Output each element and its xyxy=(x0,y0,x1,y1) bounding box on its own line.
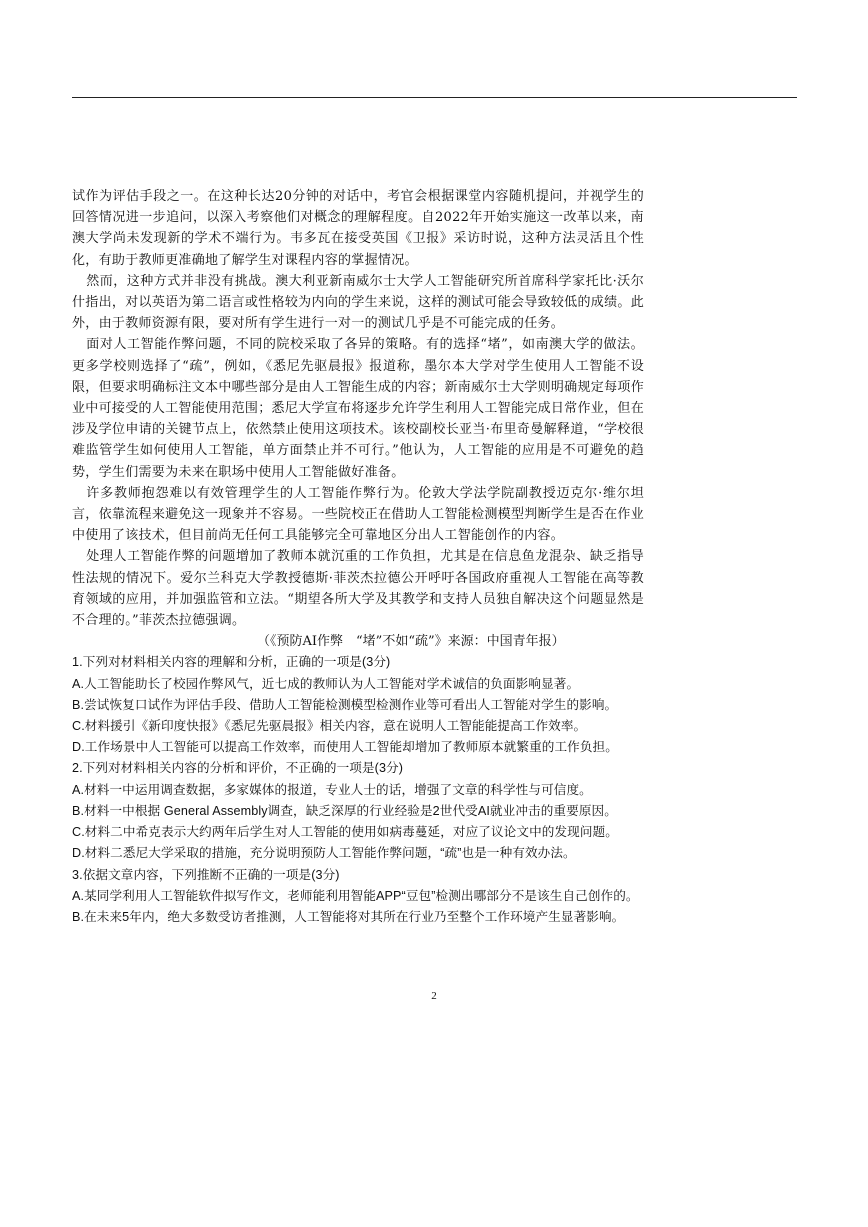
question-option: A.材料一中运用调查数据，多家媒体的报道，专业人士的话，增强了文章的科学性与可信度。 xyxy=(72,782,592,797)
article-paragraph: 许多教师抱怨难以有效管理学生的人工智能作弊行为。伦敦大学法学院副教授迈克尔·维尔坦言，依靠流程来避免这一现象并不容易。一些院校正在借助人工智能检测模型判断学生是否在作业中使用了该技术，但目前尚无任何工具能够完全可靠地区分出人工智能创作的内容。 xyxy=(72,485,644,544)
article-paragraph: 试作为评估手段之一。在这种长达20分钟的对话中，考官会根据课堂内容随机提问，并视学生的回答情况进一步追问，以深入考察他们对概念的理解程度。自2022年开始实施这一改革以来，南澳大学尚未发现新的学术不端行为。韦多瓦在接受英国《卫报》采访时说，这种方法灵活且个性化，有助于教师更准确地了解学生对课程内容的掌握情况。 xyxy=(72,189,644,268)
question-stem: 1.下列对材料相关内容的理解和分析，正确的一项是(3分) xyxy=(72,655,391,670)
question-option: C.材料援引《新印度快报》《悉尼先驱晨报》相关内容，意在说明人工智能能提高工作效率。 xyxy=(72,719,587,734)
question-option: B.在未来5年内，绝大多数受访者推测，人工智能将对其所在行业乃至整个工作环境产生显著影响。 xyxy=(72,909,625,924)
question-option: A.人工智能助长了校园作弊风气，近七成的教师认为人工智能对学术诚信的负面影响显著。 xyxy=(72,676,580,691)
article-paragraph: 然而，这种方式并非没有挑战。澳大利亚新南威尔士大学人工智能研究所首席科学家托比·沃尔什指出，对以英语为第二语言或性格较为内向的学生来说，这样的测试可能会导致较低的成绩。此外，由于教师资源有限，要对所有学生进行一对一的测试几乎是不可能完成的任务。 xyxy=(72,273,644,332)
question-option: D.材料二悉尼大学采取的措施，充分说明预防人工智能作弊问题，“疏”也是一种有效办法。 xyxy=(72,846,576,861)
header-rule xyxy=(72,97,797,98)
question-option: D.工作场景中人工智能可以提高工作效率，而使用人工智能却增加了教师原本就繁重的工作负担。 xyxy=(72,740,618,755)
question-option: B.材料一中根据 General Assembly调查，缺乏深厚的行业经验是2世代受AI就业冲击的重要原因。 xyxy=(72,803,617,818)
article-paragraph: 处理人工智能作弊的问题增加了教师本就沉重的工作负担，尤其是在信息鱼龙混杂、缺乏指导性法规的情况下。爱尔兰科克大学教授德斯·菲茨杰拉德公开呼吁各国政府重视人工智能在高等教育领域的应用，并加强监管和立法。“期望各所大学及其教学和支持人员独自解决这个问题显然是不合理的。”菲茨杰拉德强调。 xyxy=(72,549,644,629)
page-number: 2 xyxy=(431,990,437,1002)
question-option: B.尝试恢复口试作为评估手段、借助人工智能检测模型检测作业等可看出人工智能对学生的影响。 xyxy=(72,697,618,712)
question-stem: 2.下列对材料相关内容的分析和评价，不正确的一项是(3分) xyxy=(72,761,404,776)
question-stem: 3.依据文章内容，下列推断不正确的一项是(3分) xyxy=(72,867,340,882)
question-option: C.材料二中希克表示大约两年后学生对人工智能的使用如病毒蔓延，对应了议论文中的发现问题。 xyxy=(72,825,618,840)
page-content xyxy=(72,186,644,928)
question-option: A.某同学利用人工智能软件拟写作文，老师能利用智能APP“豆包”检测出哪部分不是该生自己创作的。 xyxy=(72,888,639,903)
article-source: （《预防AI作弊 “堵”不如“疏”》来源：中国青年报） xyxy=(257,634,565,650)
article-paragraph: 面对人工智能作弊问题，不同的院校采取了各异的策略。有的选择“堵”，如南澳大学的做法。更多学校则选择了“疏”，例如，《悉尼先驱晨报》报道称，墨尔本大学对学生使用人工智能不设限，但要求明确标注文本中哪些部分是由人工智能生成的内容；新南威尔士大学则明确规定每项作业中可接受的人工智能使用范围；悉尼大学宣布将逐步允许学生利用人工智能完成日常作业，但在涉及学位申请的关键节点上，依然禁止使用这项技术。该校副校长亚当·布里奇曼解释道，“学校很难监管学生如何使用人工智能，单方面禁止并不可行。”他认为，人工智能的应用是不可避免的趋势，学生们需要为未来在职场中使用人工智能做好准备。 xyxy=(72,337,644,480)
